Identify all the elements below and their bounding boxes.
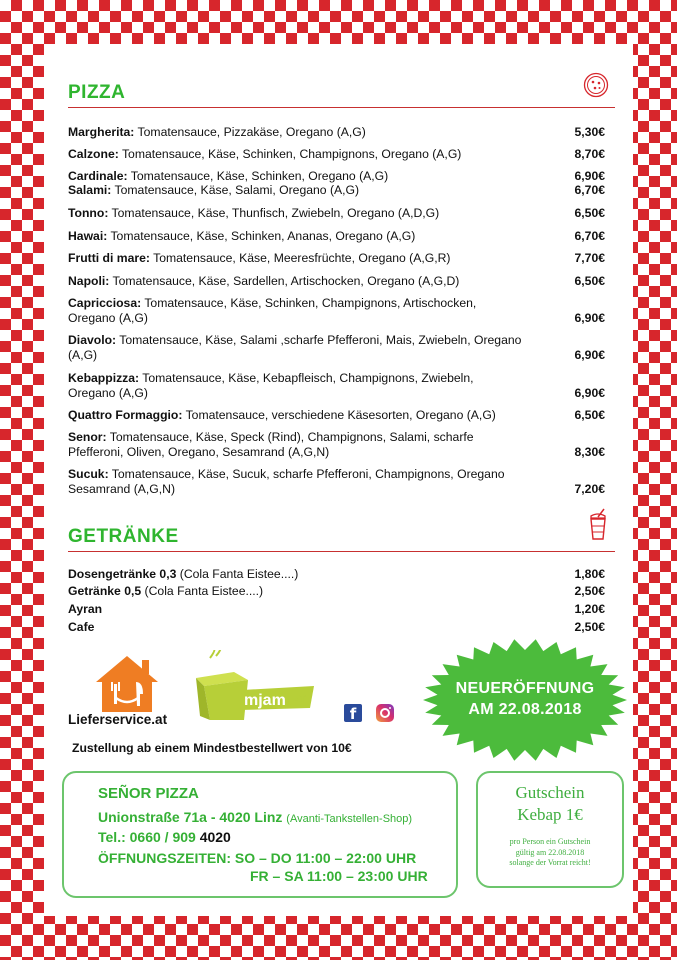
menu-item — [68, 333, 605, 363]
instagram-icon[interactable] — [376, 704, 394, 722]
item-desc: Tomatensauce, Käse, Speck (Rind), Champignons, Salami, scharfe Pfefferoni, Oliven, Oregano, Sesamrand (A,G,N) — [68, 430, 474, 459]
menu-item — [68, 229, 605, 244]
address-note: (Avanti-Tankstellen-Shop) — [286, 813, 413, 825]
drink-price: 1,20€ — [574, 602, 605, 616]
item-name: Kebappizza: — [68, 371, 140, 385]
drink-name: Dosengetränke 0,3 — [68, 567, 177, 581]
item-desc: Tomatensauce, Pizzakäse, Oregano (A,G) — [134, 125, 366, 139]
item-desc: Tomatensauce, Käse, Thunfisch, Zwiebeln, Oregano (A,D,G) — [108, 206, 440, 220]
shop-name: SEÑOR PIZZA — [98, 785, 199, 802]
item-name: Senor: — [68, 430, 107, 444]
item-desc: Tomatensauce, Käse, Salami, Oregano (A,G) — [111, 183, 360, 197]
item-desc: Tomatensauce, Käse, Schinken, Oregano (A,G) — [127, 169, 389, 183]
mjam-label: mjam — [244, 692, 286, 709]
drink-price: 2,50€ — [574, 584, 605, 598]
drink-item — [68, 567, 605, 582]
item-name: Calzone: — [68, 147, 119, 161]
drink-name: Ayran — [68, 602, 103, 616]
address-text: Unionstraße 71a - 4020 Linz — [98, 809, 283, 825]
menu-item — [68, 206, 605, 221]
item-price: 6,70€ — [574, 183, 605, 197]
menu-item — [68, 125, 605, 140]
item-name: Salami: — [68, 183, 112, 197]
menu-sheet — [44, 44, 633, 916]
item-name: Tonno: — [68, 206, 109, 220]
item-price: 6,90€ — [574, 348, 605, 362]
voucher-offer: Kebap 1€ — [517, 805, 583, 824]
voucher-term: solange der Vorrat reicht! — [509, 858, 591, 867]
item-name: Margherita: — [68, 125, 135, 139]
menu-item — [68, 147, 605, 162]
phone-suffix: 4020 — [199, 829, 231, 845]
voucher-term: gültig am 22.08.2018 — [515, 847, 585, 857]
voucher-title: Gutschein — [515, 783, 585, 802]
item-price: 5,30€ — [574, 125, 605, 139]
item-price: 7,70€ — [574, 251, 605, 265]
item-price: 6,50€ — [574, 274, 605, 288]
menu-item — [68, 296, 605, 326]
item-price: 8,30€ — [574, 445, 605, 459]
item-desc: Tomatensauce, Käse, Schinken, Champignons, Oregano (A,G) — [118, 147, 462, 161]
drinks-section-header — [68, 526, 615, 552]
drink-name: Cafe — [68, 620, 95, 634]
item-price: 6,70€ — [574, 229, 605, 243]
voucher-box — [476, 771, 624, 888]
opening-hours-weekend: FR – SA 11:00 – 23:00 UHR — [250, 868, 428, 884]
item-name: Quattro Formaggio: — [68, 408, 183, 422]
drink-desc: (Cola Fanta Eistee....) — [176, 567, 299, 581]
drink-item — [68, 620, 605, 635]
item-desc: Tomatensauce, Käse, Sucuk, scharfe Pfefferoni, Champignons, Oregano Sesamrand (A,G,N) — [68, 467, 505, 496]
pizza-section-title: PIZZA — [68, 82, 126, 103]
item-desc: Tomatensauce, Käse, Kebapfleisch, Champignons, Zwiebeln, Oregano (A,G) — [68, 371, 474, 400]
item-name: Napoli: — [68, 274, 110, 288]
voucher-term: pro Person ein Gutschein — [509, 837, 591, 846]
drink-price: 1,80€ — [574, 567, 605, 581]
pizza-icon — [583, 72, 609, 103]
drink-name: Getränke 0,5 — [68, 584, 142, 598]
item-name: Frutti di mare: — [68, 251, 150, 265]
drink-item — [68, 602, 605, 617]
mjam-logo — [190, 650, 330, 720]
item-name: Hawai: — [68, 229, 108, 243]
drink-cup-icon — [587, 508, 609, 547]
pizza-section-header — [68, 82, 615, 108]
drink-price: 2,50€ — [574, 620, 605, 634]
voucher-terms — [478, 837, 622, 869]
item-desc: Tomatensauce, Käse, Salami ,scharfe Pfefferoni, Mais, Zwiebeln, Oregano (A,G) — [68, 333, 522, 362]
menu-item — [68, 274, 605, 289]
item-desc: Tomatensauce, Käse, Schinken, Champignons, Artischocken, Oregano (A,G) — [68, 296, 477, 325]
menu-item — [68, 183, 605, 198]
opening-line2: AM 22.08.2018 — [468, 701, 582, 718]
item-price: 6,50€ — [574, 206, 605, 220]
item-name: Diavolo: — [68, 333, 117, 347]
facebook-icon[interactable]: f — [344, 704, 362, 722]
opening-line1: NEUERÖFFNUNG — [455, 680, 595, 697]
menu-item — [68, 430, 605, 460]
item-price: 6,90€ — [574, 311, 605, 325]
menu-item — [68, 169, 605, 184]
shop-info-box — [62, 771, 458, 898]
menu-item — [68, 371, 605, 401]
item-price: 6,90€ — [574, 169, 605, 183]
min-order-note: Zustellung ab einem Mindestbestellwert von 10€ — [72, 741, 352, 755]
item-name: Capricciosa: — [68, 296, 142, 310]
menu-item — [68, 251, 605, 266]
item-desc: Tomatensauce, Käse, Schinken, Ananas, Oregano (A,G) — [107, 229, 416, 243]
drink-desc: (Cola Fanta Eistee....) — [141, 584, 264, 598]
opening-badge — [422, 638, 628, 762]
drinks-section-title: GETRÄNKE — [68, 526, 179, 547]
menu-item — [68, 408, 605, 423]
mjam-suffix: . AT — [288, 694, 306, 705]
item-price: 6,50€ — [574, 408, 605, 422]
item-price: 7,20€ — [574, 482, 605, 496]
item-name: Sucuk: — [68, 467, 109, 481]
item-desc: Tomatensauce, Käse, Sardellen, Artischocken, Oregano (A,G,D) — [109, 274, 460, 288]
item-price: 6,90€ — [574, 386, 605, 400]
lieferservice-label: Lieferservice.at — [68, 712, 168, 727]
menu-item — [68, 467, 605, 497]
item-name: Cardinale: — [68, 169, 128, 183]
opening-hours: ÖFFNUNGSZEITEN: SO – DO 11:00 – 22:00 UHR — [98, 850, 417, 866]
item-price: 8,70€ — [574, 147, 605, 161]
shop-address — [98, 809, 412, 825]
drink-item — [68, 584, 605, 599]
item-desc: Tomatensauce, verschiedene Käsesorten, Oregano (A,G) — [182, 408, 496, 422]
item-desc: Tomatensauce, Käse, Meeresfrüchte, Oregano (A,G,R) — [149, 251, 451, 265]
shop-phone[interactable] — [98, 829, 231, 845]
phone-prefix: Tel.: 0660 / 909 — [98, 829, 200, 845]
